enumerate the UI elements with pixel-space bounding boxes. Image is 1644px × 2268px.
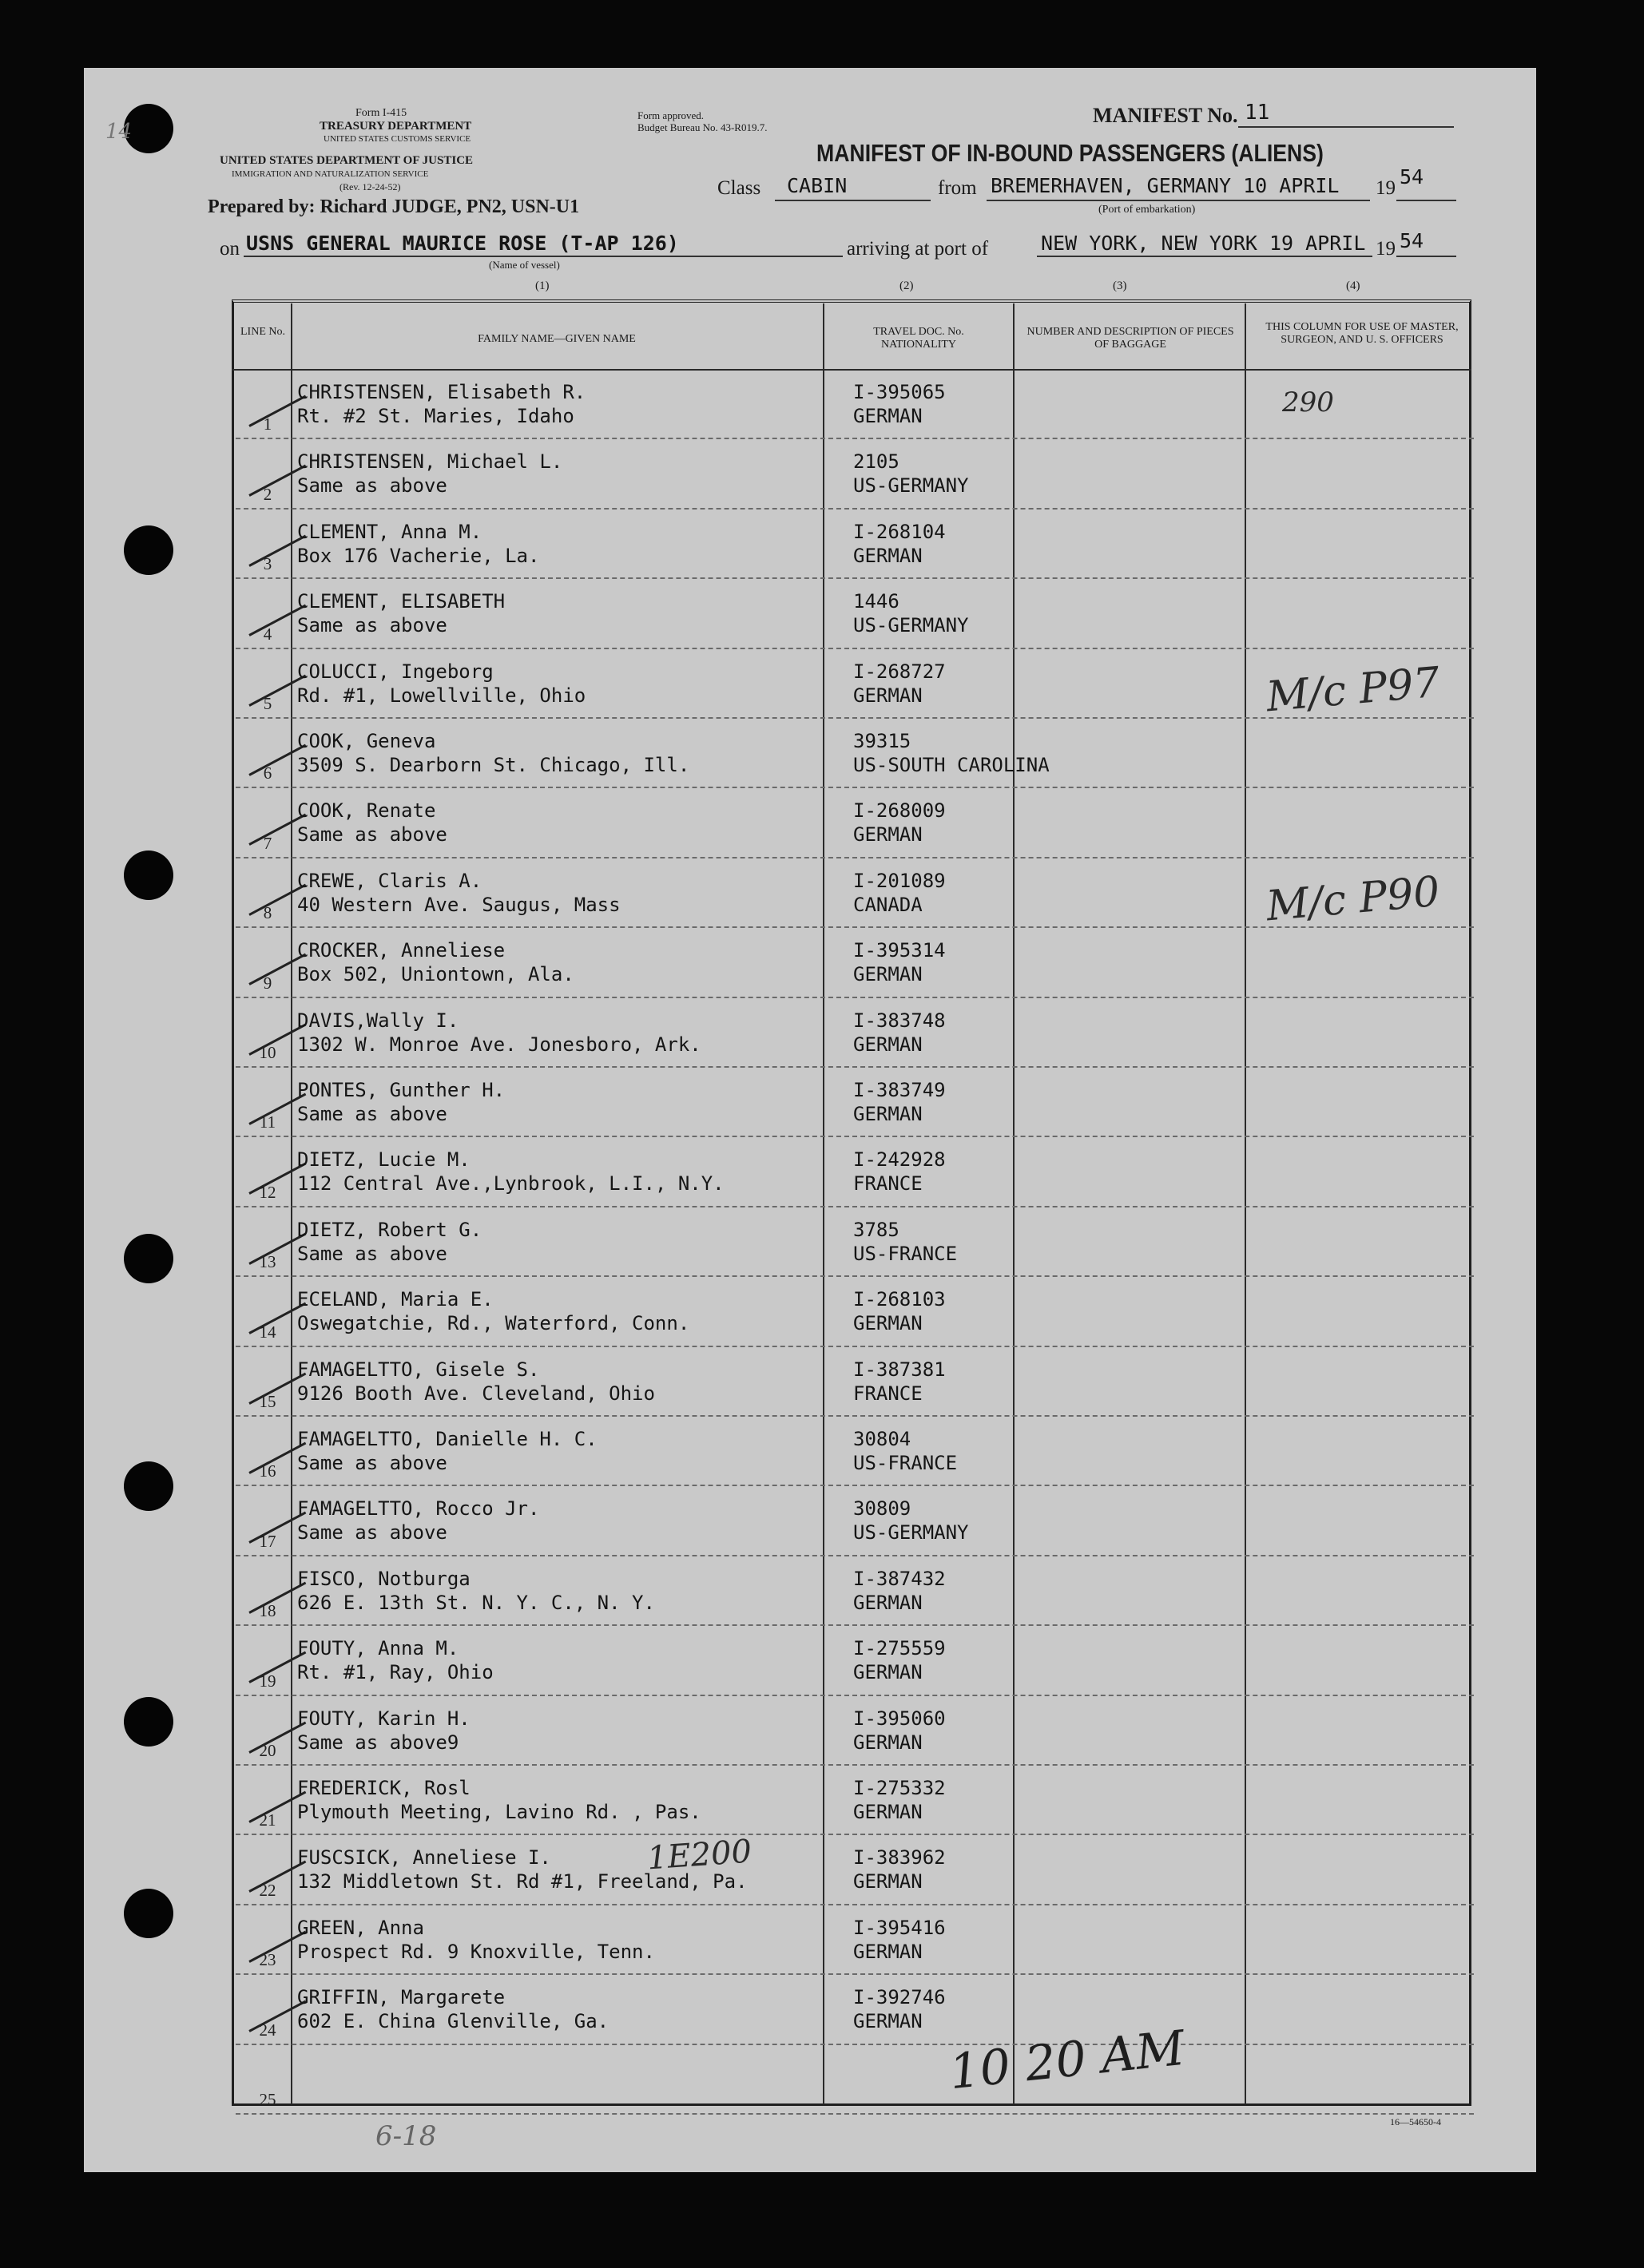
nationality: GERMAN	[853, 1312, 923, 1335]
passenger-address: 602 E. China Glenville, Ga.	[297, 2010, 610, 2033]
passenger-name: CHRISTENSEN, Michael L.	[297, 450, 563, 474]
passenger-address: Same as above	[297, 474, 447, 498]
line-number: 21	[259, 1810, 276, 1830]
travel-doc-no: I-268009	[853, 799, 946, 823]
passenger-address: 40 Western Ave. Saugus, Mass	[297, 893, 621, 916]
year-from: 54	[1400, 165, 1424, 188]
nationality: US-FRANCE	[853, 1452, 958, 1474]
row-divider	[236, 577, 1474, 579]
year-arrive: 54	[1400, 229, 1424, 252]
travel-doc-no: I-383749	[853, 1079, 946, 1101]
prepared-by: Prepared by: Richard JUDGE, PN2, USN-U1	[208, 196, 580, 217]
passenger-address: Oswegatchie, Rd., Waterford, Conn.	[297, 1312, 690, 1335]
travel-doc-no: I-383748	[853, 1009, 946, 1032]
travel-doc-no: 2105	[853, 450, 899, 474]
passenger-name: DIETZ, Robert G.	[297, 1218, 482, 1241]
travel-doc-no: I-242928	[853, 1148, 946, 1172]
passenger-name: GRIFFIN, Margarete	[297, 1986, 506, 2009]
nationality: GERMAN	[853, 1870, 923, 1893]
officer-note: M/c P90	[1264, 867, 1442, 931]
travel-doc-no: 39315	[853, 730, 911, 752]
passenger-address: Prospect Rd. 9 Knoxville, Tenn.	[297, 1940, 655, 1963]
passenger-name: CROCKER, Anneliese	[297, 939, 506, 962]
vessel-caption: (Name of vessel)	[489, 259, 560, 271]
passenger-address: Same as above	[297, 1103, 447, 1125]
passenger-address: 3509 S. Dearborn St. Chicago, Ill.	[297, 754, 690, 776]
passenger-address: Rd. #1, Lowellville, Ohio	[297, 684, 586, 707]
row-divider	[236, 1275, 1474, 1277]
line-number: 8	[263, 903, 272, 923]
row-divider	[236, 1904, 1474, 1905]
vessel-name: USNS GENERAL MAURICE ROSE (T-AP 126)	[246, 232, 679, 255]
binder-hole	[124, 1461, 173, 1511]
nationality: US-GERMANY	[853, 474, 969, 498]
passenger-address: Rt. #1, Ray, Ohio	[297, 1661, 494, 1684]
row-divider	[236, 1973, 1474, 1975]
nationality: GERMAN	[853, 823, 923, 847]
travel-doc-no: 30809	[853, 1497, 911, 1521]
officer-note: 290	[1282, 387, 1334, 418]
line-number: 22	[259, 1880, 276, 1900]
row-divider	[236, 508, 1474, 510]
line-number: 10	[259, 1043, 276, 1062]
travel-doc-no: I-395416	[853, 1916, 946, 1939]
officer-note: M/c P97	[1264, 658, 1442, 721]
col-use-header: THIS COLUMN FOR USE OF MASTER, SURGEON, AND U. S. OFFICERS	[1265, 321, 1459, 346]
line-number: 24	[259, 2020, 276, 2040]
line-number: 18	[259, 1601, 276, 1621]
col-baggage-header: NUMBER AND DESCRIPTION OF PIECES OF BAGGAGE	[1027, 326, 1234, 351]
row-divider	[236, 1206, 1474, 1207]
binder-hole	[124, 1697, 173, 1747]
passenger-address: Box 502, Uniontown, Ala.	[297, 963, 574, 986]
passenger-name: FAMAGELTTO, Rocco Jr.	[297, 1497, 540, 1521]
passenger-address: Same as above	[297, 614, 447, 637]
year-prefix-2: 19	[1376, 238, 1396, 260]
travel-doc-no: I-395060	[853, 1707, 946, 1730]
passenger-name: CLEMENT, ELISABETH	[297, 590, 506, 613]
row-divider	[236, 1136, 1474, 1137]
bottom-handwriting: 6-18	[375, 2120, 437, 2152]
nationality: US-GERMANY	[853, 614, 969, 637]
binder-hole	[124, 1889, 173, 1938]
travel-doc-no: I-395065	[853, 381, 946, 403]
year-prefix: 19	[1376, 177, 1396, 199]
passenger-name: CLEMENT, Anna M.	[297, 520, 482, 543]
passenger-address: 112 Central Ave.,Lynbrook, L.I., N.Y.	[297, 1172, 725, 1195]
travel-doc-no: I-201089	[853, 869, 946, 892]
nationality: GERMAN	[853, 1661, 923, 1684]
nationality: GERMAN	[853, 1940, 923, 1963]
nationality: FRANCE	[853, 1382, 923, 1405]
row-divider	[236, 1834, 1474, 1835]
line-number: 13	[259, 1252, 276, 1272]
travel-doc-no: I-395314	[853, 939, 946, 962]
line-number: 16	[259, 1461, 276, 1481]
from-value: BREMERHAVEN, GERMANY 10 APRIL	[991, 174, 1340, 197]
line-number: 5	[263, 694, 272, 713]
on-label: on	[220, 238, 240, 260]
budget-bureau: Budget Bureau No. 43-R019.7.	[637, 121, 768, 133]
passenger-name: COOK, Renate	[297, 799, 436, 823]
passenger-name: ECELAND, Maria E.	[297, 1288, 494, 1311]
line-number: 25	[259, 2090, 276, 2109]
travel-doc-no: I-268103	[853, 1288, 946, 1311]
dept-justice: UNITED STATES DEPARTMENT OF JUSTICE	[220, 154, 474, 167]
revision-date: (Rev. 12-24-52)	[340, 181, 401, 192]
row-divider	[236, 438, 1474, 439]
nationality: GERMAN	[853, 1731, 923, 1754]
line-number: 6	[263, 763, 272, 783]
passenger-address: 132 Middletown St. Rd #1, Freeland, Pa.	[297, 1870, 748, 1893]
travel-doc-no: 30804	[853, 1428, 911, 1450]
travel-doc-no: I-268727	[853, 660, 946, 683]
nationality: GERMAN	[853, 1103, 923, 1125]
passenger-name: COLUCCI, Ingeborg	[297, 660, 494, 683]
row-divider	[236, 787, 1474, 788]
form-number: Form I-415	[355, 107, 407, 119]
nationality: GERMAN	[853, 544, 923, 567]
passenger-address: Same as above	[297, 823, 447, 847]
passenger-address: Same as above	[297, 1242, 447, 1265]
travel-doc-no: I-268104	[853, 520, 946, 543]
nationality: GERMAN	[853, 1591, 923, 1614]
col-doc-header: TRAVEL DOC. No. NATIONALITY	[873, 326, 964, 351]
row-divider	[236, 1555, 1474, 1556]
col-line-header: LINE No.	[240, 326, 285, 338]
line-number: 17	[259, 1531, 276, 1551]
row-divider	[236, 1066, 1474, 1068]
manifest-no-value: 11	[1245, 101, 1270, 125]
passenger-name: FAMAGELTTO, Gisele S.	[297, 1358, 540, 1381]
passenger-address: Same as above9	[297, 1731, 459, 1754]
nationality: GERMAN	[853, 1801, 923, 1823]
line-number: 2	[263, 484, 272, 504]
passenger-name: FISCO, Notburga	[297, 1567, 471, 1590]
line-number: 20	[259, 1741, 276, 1760]
line-number: 4	[263, 624, 272, 644]
nationality: CANADA	[853, 893, 923, 916]
col-num-3: (3)	[1113, 280, 1127, 292]
passenger-name: PONTES, Gunther H.	[297, 1079, 506, 1101]
ins-service: IMMIGRATION AND NATURALIZATION SERVICE	[232, 169, 429, 179]
travel-doc-no: I-387432	[853, 1567, 946, 1590]
passenger-name: DAVIS,Wally I.	[297, 1009, 459, 1032]
travel-doc-no: I-275559	[853, 1637, 946, 1660]
passenger-name: DIETZ, Lucie M.	[297, 1148, 471, 1172]
row-divider	[236, 997, 1474, 998]
col-num-4: (4)	[1346, 280, 1360, 292]
travel-doc-no: I-392746	[853, 1986, 946, 2009]
travel-doc-no: 3785	[853, 1218, 899, 1241]
form-approved: Form approved.	[637, 109, 705, 121]
passenger-address: Rt. #2 St. Maries, Idaho	[297, 405, 574, 427]
from-label: from	[938, 177, 977, 199]
row-divider	[236, 1624, 1474, 1626]
dept-treasury: TREASURY DEPARTMENT	[320, 120, 472, 133]
passenger-name: FREDERICK, Rosl	[297, 1777, 471, 1799]
passenger-name: CREWE, Claris A.	[297, 869, 482, 892]
binder-hole	[124, 525, 173, 575]
row-divider	[236, 1695, 1474, 1696]
line-number: 15	[259, 1392, 276, 1411]
passenger-name: COOK, Geneva	[297, 730, 436, 752]
passenger-address: Same as above	[297, 1452, 447, 1474]
line-number: 12	[259, 1182, 276, 1202]
row-divider	[236, 2113, 1474, 2115]
row-divider	[236, 1346, 1474, 1347]
passenger-name: CHRISTENSEN, Elisabeth R.	[297, 381, 586, 403]
handwritten-signature: 10 20 AM	[947, 2020, 1188, 2101]
row-divider	[236, 2044, 1474, 2045]
line-number: 1	[263, 414, 272, 434]
class-label: Class	[717, 177, 761, 199]
nationality: US-SOUTH CAROLINA	[853, 754, 1050, 776]
nationality: GERMAN	[853, 963, 923, 986]
page-title: MANIFEST OF IN-BOUND PASSENGERS (ALIENS)	[816, 139, 1324, 167]
arriving-value: NEW YORK, NEW YORK 19 APRIL	[1041, 232, 1366, 255]
line-number: 9	[263, 973, 272, 993]
nationality: GERMAN	[853, 684, 923, 707]
class-value: CABIN	[787, 174, 848, 197]
travel-doc-no: 1446	[853, 590, 899, 613]
col-num-1: (1)	[535, 280, 550, 292]
line-number: 23	[259, 1950, 276, 1970]
binder-hole	[124, 850, 173, 900]
row-divider	[236, 648, 1474, 649]
nationality: US-GERMANY	[853, 1521, 969, 1544]
nationality: GERMAN	[853, 405, 923, 427]
passenger-name: FUSCSICK, Anneliese I.	[297, 1846, 551, 1870]
passenger-address: Box 176 Vacherie, La.	[297, 544, 540, 567]
passenger-address: 1302 W. Monroe Ave. Jonesboro, Ark.	[297, 1033, 701, 1056]
col-num-2: (2)	[899, 280, 914, 292]
passenger-name: FOUTY, Karin H.	[297, 1707, 471, 1730]
row-divider	[236, 1764, 1474, 1766]
nationality: FRANCE	[853, 1172, 923, 1195]
customs-service: UNITED STATES CUSTOMS SERVICE	[324, 134, 471, 144]
line-number: 7	[263, 833, 272, 853]
passenger-address: Plymouth Meeting, Lavino Rd. , Pas.	[297, 1801, 701, 1823]
passenger-address: 626 E. 13th St. N. Y. C., N. Y.	[297, 1591, 655, 1614]
travel-doc-no: I-383962	[853, 1846, 946, 1870]
passenger-address: Same as above	[297, 1521, 447, 1544]
passenger-name: GREEN, Anna	[297, 1916, 424, 1939]
row22-handwriting: 1E200	[645, 1833, 753, 1877]
nationality: GERMAN	[853, 2010, 923, 2033]
row-divider	[236, 1415, 1474, 1417]
passenger-name: FOUTY, Anna M.	[297, 1637, 459, 1660]
col-name-header: FAMILY NAME—GIVEN NAME	[478, 333, 636, 345]
line-number: 11	[259, 1112, 276, 1132]
nationality: US-FRANCE	[853, 1242, 958, 1265]
port-embark-caption: (Port of embarkation)	[1098, 204, 1196, 216]
line-number: 14	[259, 1322, 276, 1342]
binder-hole	[124, 1234, 173, 1283]
row-divider	[236, 1485, 1474, 1486]
line-number: 3	[263, 554, 272, 574]
travel-doc-no: I-387381	[853, 1358, 946, 1381]
footer-code: 16—54650-4	[1390, 2116, 1441, 2127]
manifest-no-label: MANIFEST No.	[1093, 104, 1238, 127]
travel-doc-no: I-275332	[853, 1777, 946, 1799]
row-divider	[236, 857, 1474, 858]
margin-note: 14	[105, 120, 133, 144]
line-number: 19	[259, 1671, 276, 1691]
nationality: GERMAN	[853, 1033, 923, 1056]
arriving-label: arriving at port of	[847, 238, 989, 260]
passenger-address: 9126 Booth Ave. Cleveland, Ohio	[297, 1382, 655, 1405]
passenger-name: FAMAGELTTO, Danielle H. C.	[297, 1428, 598, 1450]
